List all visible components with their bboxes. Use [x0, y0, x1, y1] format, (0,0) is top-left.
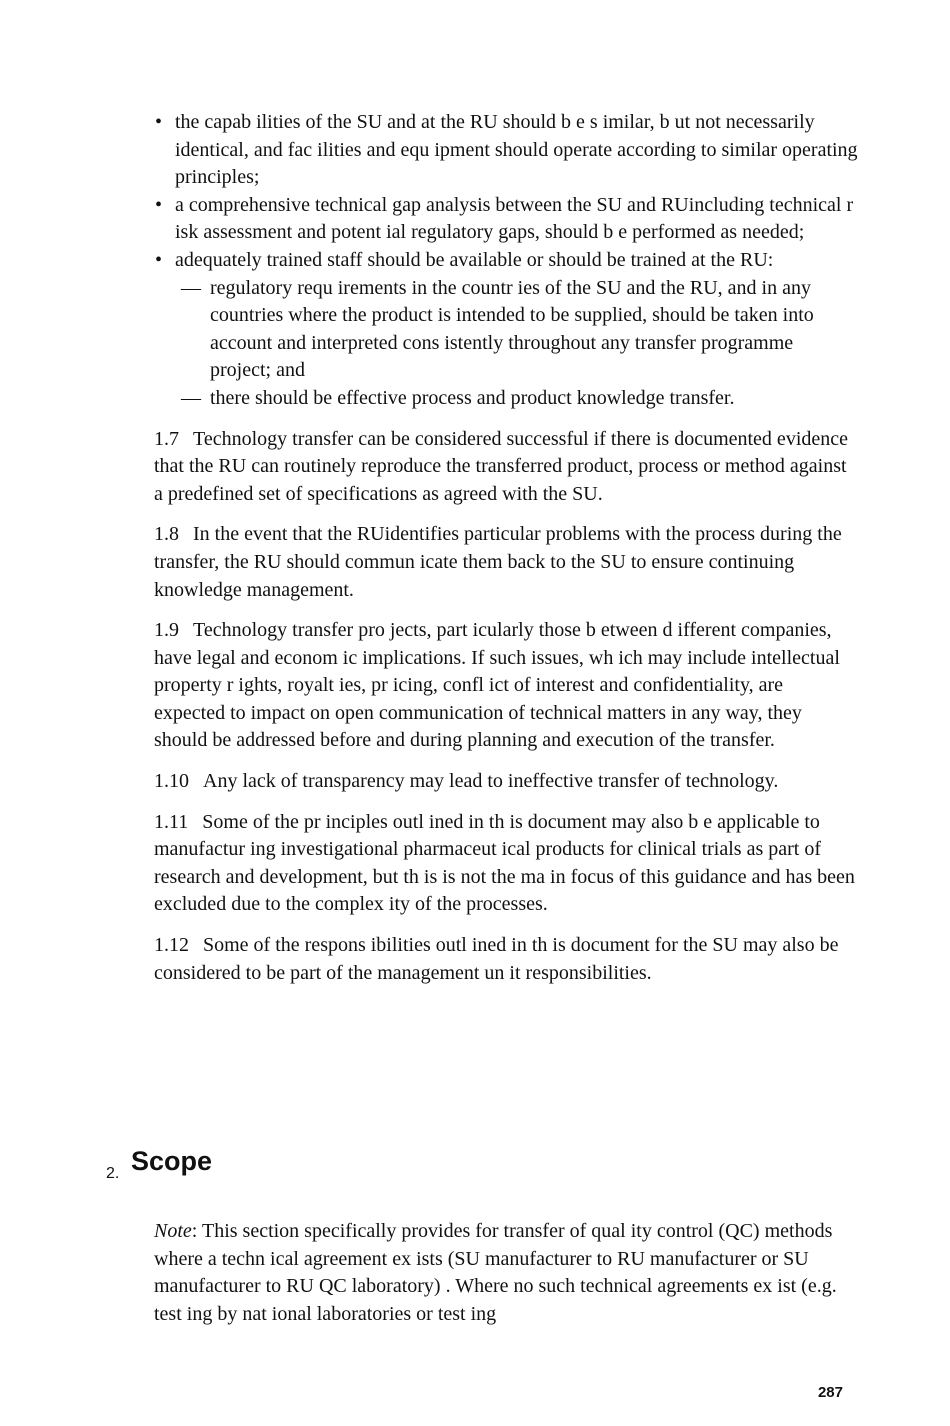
- paragraph-text: Some of the respons ibilities outl ined in th is document for the SU may also be considered to be part of the management un it responsibilities.: [154, 934, 839, 984]
- paragraph-number: 1.9: [154, 619, 179, 642]
- paragraph-text: Technology transfer pro jects, part icularly those b etween d ifferent companies, have legal and econom ic implications. If such issues, wh ich may include intellectual property r ights, royalt ies, pr icing, confl ict of interest and confidentiality, are expected to impact on open communication of technical matters in any way, they should be addressed before and during planning and execution of the transfer.: [154, 619, 840, 752]
- bullet-item: [154, 247, 858, 413]
- paragraph-1-10: [154, 768, 858, 796]
- scope-note: [154, 1218, 858, 1328]
- sub-item: — regulatory requ irements in the countr ies of the SU and the RU, and in any countries where the product is intended to be supplied, should be taken into account and interpreted cons istently throughout any transfer programme project; and: [175, 275, 858, 385]
- paragraph-text: In the event that the RUidentifies particular problems with the process during the transfer, the RU should commun icate them back to the SU to ensure continuing knowledge management.: [154, 523, 842, 601]
- paragraph-text: Some of the pr inciples outl ined in th is document may also b e applicable to manufactur ing investigational pharmaceut ical products for clinical trials as part of research and development, but th is is not the ma in focus of this guidance and has been excluded due to the complex ity of the processes.: [154, 810, 855, 916]
- section-number: 2.: [106, 1165, 120, 1182]
- bullet-text: adequately trained staff should be available or should be trained at the RU:: [175, 248, 774, 271]
- paragraph-text: Any lack of transparency may lead to ineffective transfer of technology.: [203, 770, 779, 793]
- paragraph-1-9: [154, 617, 858, 755]
- paragraph-number: 1.8: [154, 523, 179, 546]
- paragraph-number: 1.10: [154, 770, 189, 793]
- paragraph-1-11: [154, 809, 858, 919]
- bullet-item: • the capab ilities of the SU and at the RU should b e s imilar, b ut not necessarily identical, and fac ilities and equ ipment should operate according to similar operating principles;: [154, 109, 858, 192]
- note-text: : This section specifically provides for transfer of qual ity control (QC) methods where a techn ical agreement ex ists (SU manufacturer to RU manufacturer or SU manufacturer to RU QC laboratory) . Where no such technical agreements ex ist (e.g. test ing by nat ional laboratories or test ing: [154, 1220, 837, 1325]
- paragraph-number: 1.7: [154, 427, 179, 450]
- paragraph-number: 1.12: [154, 934, 189, 957]
- page-number: 287: [817, 1384, 843, 1401]
- paragraph-text: Technology transfer can be considered successful if there is documented evidence that the RU can routinely reproduce the transferred product, process or method against a predefined set of specifications as agreed with the SU.: [154, 427, 848, 505]
- paragraph-1-7: [154, 426, 858, 509]
- page-body: [154, 109, 858, 987]
- paragraph-number: 1.11: [154, 810, 189, 833]
- paragraph-1-8: [154, 521, 858, 604]
- note-label: Note: [154, 1220, 192, 1242]
- paragraph-1-12: [154, 932, 858, 987]
- bullet-item: • a comprehensive technical gap analysis between the SU and RUincluding technical r isk assessment and potent ial regulatory gaps, should b e performed as needed;: [154, 192, 858, 247]
- section-title: Scope: [131, 1146, 213, 1176]
- bullet-list: [154, 109, 858, 413]
- sub-list: [175, 275, 858, 413]
- sub-item: — there should be effective process and product knowledge transfer.: [175, 385, 858, 413]
